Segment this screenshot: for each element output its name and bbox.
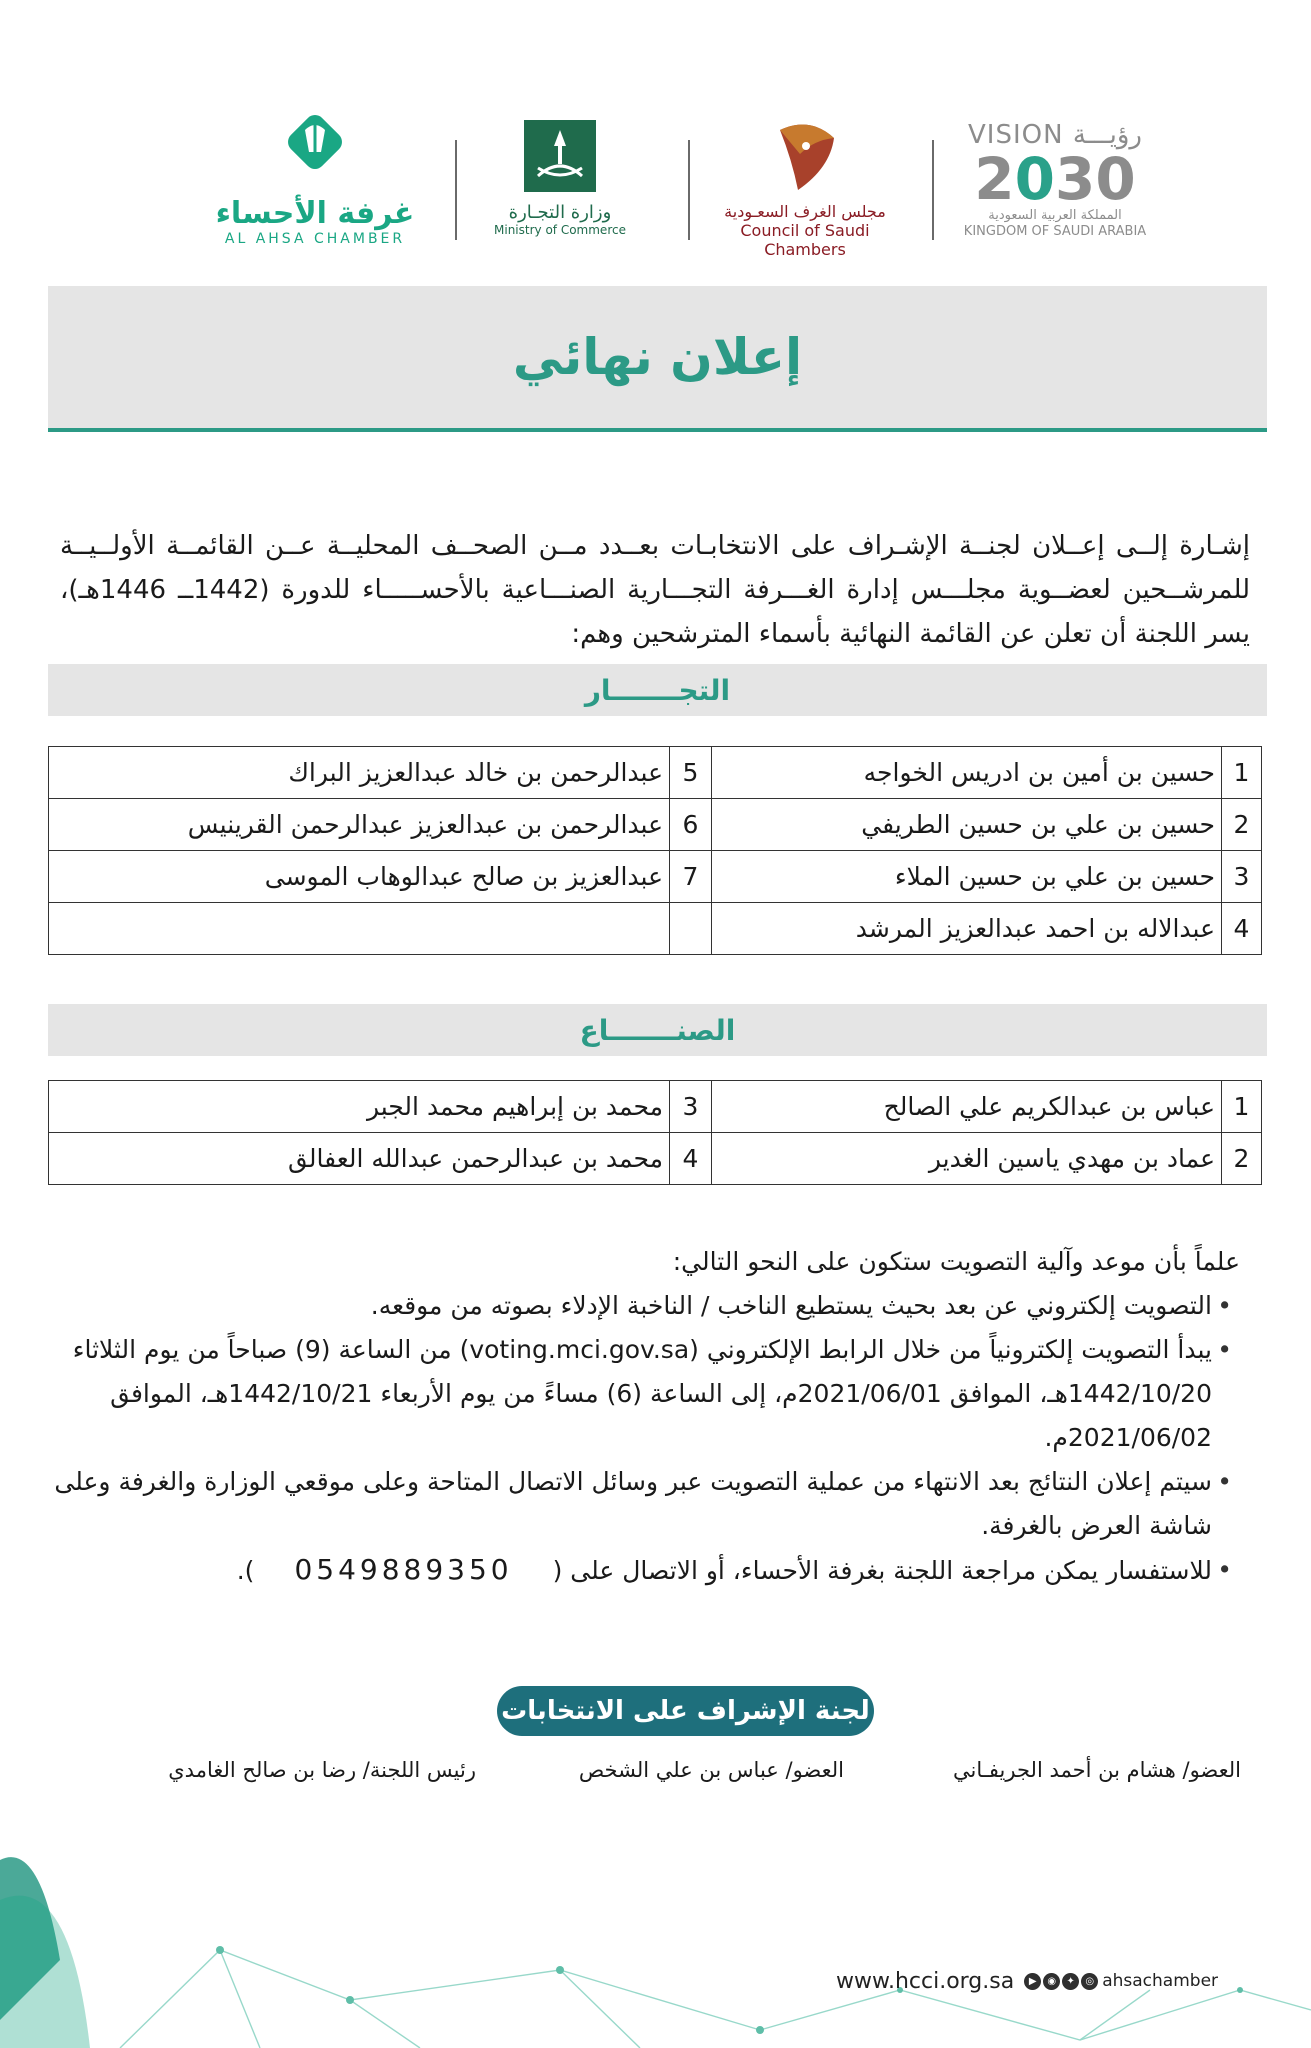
phone-number[interactable]: 0549889350 — [294, 1553, 513, 1586]
partner-logos — [200, 100, 1160, 260]
table-row — [49, 799, 1262, 851]
signature-chair: رئيس اللجنة/ رضا بن صالح الغامدي — [168, 1758, 476, 1782]
candidate-number: 1 — [1222, 1081, 1262, 1133]
website-link[interactable]: www.hcci.org.sa — [836, 1968, 1015, 1994]
logo-divider — [688, 140, 690, 240]
footer-decoration — [0, 1840, 1311, 2048]
table-row — [49, 1081, 1262, 1133]
candidate-name: حسين بن علي بن حسين الطريفي — [712, 799, 1222, 851]
logo-divider — [932, 140, 934, 240]
notes-list — [30, 1284, 1240, 1593]
logo-divider — [455, 140, 457, 240]
candidate-name: حسين بن علي بن حسين الملاء — [712, 851, 1222, 903]
table-row — [49, 903, 1262, 955]
al-ahsa-chamber-logo — [200, 110, 430, 247]
ministry-of-commerce-logo — [485, 120, 635, 237]
candidate-number: 7 — [670, 851, 712, 903]
vision-year: 2030 — [974, 145, 1136, 213]
candidate-number: 4 — [1222, 903, 1262, 955]
candidate-name: عباس بن عبدالكريم علي الصالح — [712, 1081, 1222, 1133]
page-title: إعلان نهائي — [512, 328, 803, 386]
youtube-icon[interactable]: ▶ — [1024, 1973, 1041, 1990]
note-inquiry-close: ). — [236, 1556, 255, 1585]
note-item: • سيتم إعلان النتائج بعد الانتهاء من عملية التصويت عبر وسائل الاتصال المتاحة وعلى موقعي الوزارة والغرفة وعلى شاشة العرض بالغرفة. — [30, 1460, 1212, 1548]
social-handle: ahsachamber — [1102, 1971, 1219, 1991]
candidate-number: 3 — [670, 1081, 712, 1133]
council-name-en: Council of Saudi Chambers — [740, 221, 870, 259]
note-item: • التصويت إلكتروني عن بعد بحيث يستطيع الناخب / الناخبة الإدلاء بصوته من موقعه. — [30, 1284, 1212, 1328]
council-name-ar: مجلس الغرف السعـودية — [724, 202, 886, 221]
chamber-name-en: AL AHSA CHAMBER — [224, 231, 406, 247]
note-item — [30, 1548, 1212, 1593]
candidate-name: عبدالرحمن بن عبدالعزيز عبدالرحمن القرينيس — [49, 799, 670, 851]
council-saudi-chambers-logo — [705, 120, 905, 259]
candidate-number — [670, 903, 712, 955]
snapchat-icon[interactable]: ◉ — [1043, 1973, 1060, 1990]
candidate-name: عبدالرحمن بن خالد عبدالعزيز البراك — [49, 747, 670, 799]
candidate-name: محمد بن عبدالرحمن عبدالله العفالق — [49, 1133, 670, 1185]
council-emblem-icon — [770, 120, 840, 192]
candidate-name — [49, 903, 670, 955]
vision-country-ar: المملكة العربية السعودية — [988, 208, 1122, 223]
note-item: • يبدأ التصويت إلكترونياً من خلال الرابط الإلكتروني (voting.mci.gov.sa) من الساعة (9) صباحاً من يوم الثلاثاء 1442/10/20هـ، الموافق 2021/06/01م، إلى الساعة (6) مساءً من يوم الأربعاء 1442/10/21هـ، الموافق 2021/06/02م. — [30, 1328, 1212, 1460]
instagram-icon[interactable]: ◎ — [1081, 1973, 1098, 1990]
note-inquiry-text: للاستفسار يمكن مراجعة اللجنة بغرفة الأحساء، أو الاتصال على ( — [552, 1556, 1212, 1585]
saudi-emblem-icon — [524, 120, 596, 192]
committee-badge — [497, 1686, 874, 1736]
ministry-name-ar: وزارة التجـارة — [508, 202, 612, 223]
footer-contact — [836, 1966, 1218, 1996]
voting-notes — [30, 1240, 1240, 1593]
palm-tree-icon — [275, 110, 355, 190]
candidate-number: 6 — [670, 799, 712, 851]
table-row — [49, 1133, 1262, 1185]
candidate-name: عبدالعزيز بن صالح عبدالوهاب الموسى — [49, 851, 670, 903]
chamber-name-ar: غرفة الأحساء — [215, 196, 415, 231]
section-header-merchants: التجـــــــار — [48, 664, 1267, 716]
vision-country-en: KINGDOM OF SAUDI ARABIA — [963, 224, 1147, 239]
industrialists-table — [48, 1080, 1262, 1185]
candidate-number: 2 — [1222, 1133, 1262, 1185]
candidate-name: محمد بن إبراهيم محمد الجبر — [49, 1081, 670, 1133]
committee-title: لجنة الإشراف على الانتخابات — [501, 1696, 870, 1726]
vision-2030-logo — [960, 120, 1150, 240]
table-row — [49, 747, 1262, 799]
intro-paragraph: إشـارة إلــى إعــلان لجنــة الإشـراف على الانتخابـات بعــدد مــن الصحــف المحليــة عــن القائمــة الأولــيــة للمرشــحين لعضــوية مجلـــس إدارة الغـــرفة التجـــارية الصنـــاعية بالأحســـــاء للدورة (1442ــ 1446هـ)، يسر اللجنة أن تعلن عن القائمة النهائية بأسماء المترشحين وهم: — [60, 531, 1250, 649]
vision-title: VISION رؤيـــة — [968, 120, 1142, 150]
candidate-name: عبدالاله بن احمد عبدالعزيز المرشد — [712, 903, 1222, 955]
candidate-number: 2 — [1222, 799, 1262, 851]
section-header-industrialists: الصنـــــــاع — [48, 1004, 1267, 1056]
merchants-table — [48, 746, 1262, 955]
candidate-number: 3 — [1222, 851, 1262, 903]
candidate-number: 5 — [670, 747, 712, 799]
notes-lead: علماً بأن موعد وآلية التصويت ستكون على النحو التالي: — [672, 1247, 1240, 1276]
candidate-name: عماد بن مهدي ياسين الغدير — [712, 1133, 1222, 1185]
candidate-number: 1 — [1222, 747, 1262, 799]
candidate-number: 4 — [670, 1133, 712, 1185]
candidate-name: حسين بن أمين بن ادريس الخواجه — [712, 747, 1222, 799]
announcement-title-banner — [48, 286, 1267, 432]
signature-member-2: العضو/ عباس بن علي الشخص — [578, 1758, 844, 1782]
signature-member-1: العضو/ هشام بن أحمد الجريفـاني — [953, 1758, 1241, 1782]
twitter-icon[interactable]: ✦ — [1062, 1973, 1079, 1990]
table-row — [49, 851, 1262, 903]
ministry-name-en: Ministry of Commerce — [494, 223, 626, 237]
